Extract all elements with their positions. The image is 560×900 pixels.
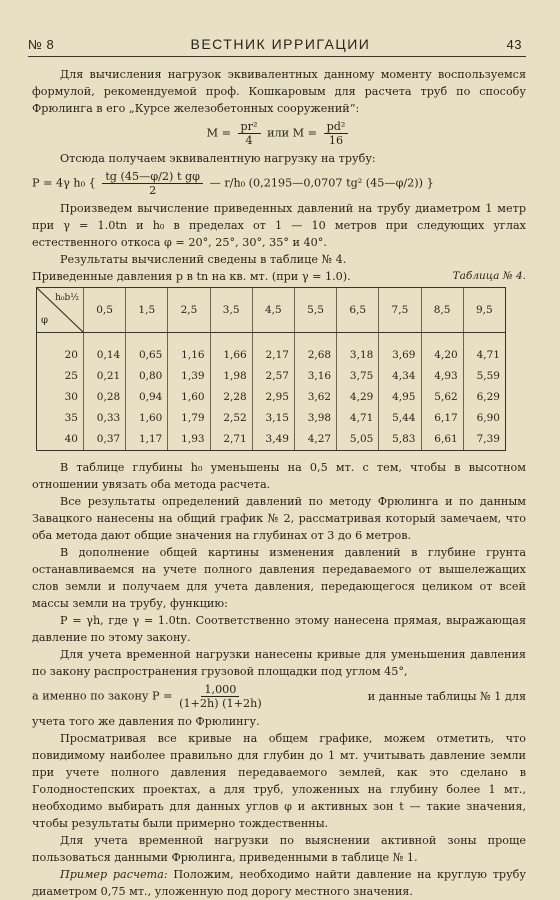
paragraph-7: В дополнение общей картины изменения давлений в глубине грунта останавливаемся на учете полного давления передаваемого от вышележащих слов земли и получаем для учета давления, передающегося целиком от всей массы земли на трубу, функцию: [32, 546, 526, 610]
table-cell: 4,34 [379, 366, 421, 387]
table-cell: 0,33 [84, 408, 126, 429]
paragraph-12: Для учета временной нагрузки по выяснении активной зоны проще пользоваться данными Фрюлинга, приведенными в таблице № 1. [32, 834, 526, 864]
row-angle-cell: 35 [37, 408, 84, 429]
table-cell: 6,61 [421, 429, 463, 451]
paragraph-10: учета того же давления по Фрюлингу. [32, 715, 260, 728]
journal-title: ВЕСТНИК ИРРИГАЦИИ [190, 36, 371, 52]
table-cell: 1,17 [126, 429, 168, 451]
table-corner-cell: h₀b½ φ [37, 288, 84, 333]
issue-number: № 8 [28, 37, 55, 52]
table-cell: 5,05 [337, 429, 379, 451]
fraction-tg: $\frac{\text{tg (45—φ/2) t gφ}}{2}$ [102, 170, 203, 197]
table-cell: 6,29 [463, 387, 505, 408]
table-cell: 0,37 [84, 429, 126, 451]
pressure-table [36, 287, 506, 451]
table-cell: 4,71 [337, 408, 379, 429]
load-law-formula: а именно по закону P = $\frac{1,000}{(1+2h) (1+2h)}$ и данные таблицы № 1 для [32, 683, 526, 710]
table-column-header: 3,5 [210, 288, 252, 333]
table-cell: 0,94 [126, 387, 168, 408]
table-cell: 2,68 [294, 333, 336, 367]
table-caption: Приведенные давления p в tn на кв. мт. (при γ = 1.0). Таблица № 4. [32, 270, 526, 283]
table-cell: 2,71 [210, 429, 252, 451]
paragraph-3: Произведем вычисление приведенных давлений на трубу диаметром 1 метр при γ = 1.0tn и h₀ в пределах от 1 — 10 метров при следующих углах естественного откоса φ = 20°, 25°, 30°, 35° и 40°. [32, 202, 526, 249]
moment-formula: M = $\frac{\text{pr²}}{4}$ или M = $\frac{\text{pd²}}{16}$ [32, 120, 526, 147]
table-column-header: 1,5 [126, 288, 168, 333]
table-cell: 4,95 [379, 387, 421, 408]
table-cell: 0,21 [84, 366, 126, 387]
table-cell: 3,75 [337, 366, 379, 387]
header-rule [28, 56, 526, 57]
table-row [37, 429, 506, 451]
table-column-header: 7,5 [379, 288, 421, 333]
table-column-header: 9,5 [463, 288, 505, 333]
table-row [37, 387, 506, 408]
row-angle-cell: 25 [37, 366, 84, 387]
table-cell: 5,44 [379, 408, 421, 429]
paragraph-11: Просматривая все кривые на общем графике, можем отметить, что повидимому наиболее правильно для глубин до 1 мт. учитывать давление земли при учете полного давления передаваемого землей, как это сделано в Голодностепских проектах, а для труб, уложенных на глубину более 1 мт., необходимо выбирать для данных углов φ и активных зон t — такие значения, чтобы результаты были примерно тождественны. [32, 732, 526, 830]
table-cell: 2,57 [252, 366, 294, 387]
table-cell: 5,62 [421, 387, 463, 408]
table-cell: 2,95 [252, 387, 294, 408]
paragraph-1: Для вычисления нагрузок эквивалентных данному моменту воспользуемся формулой, рекомендуемой проф. Кошкаровым для расчета труб по способу Фрюлинга в его „Курсе железобетонных сооружений“: [32, 68, 526, 115]
article-body [32, 66, 526, 900]
paragraph-9: Для учета временной нагрузки нанесены кривые для уменьшения давления по закону распространения грузовой площадки под углом 45°, [32, 648, 526, 678]
table-cell: 1,66 [210, 333, 252, 367]
table-cell: 0,65 [126, 333, 168, 367]
table-cell: 4,29 [337, 387, 379, 408]
table-cell: 0,28 [84, 387, 126, 408]
table-cell: 1,16 [168, 333, 210, 367]
row-angle-cell: 20 [37, 333, 84, 367]
paragraph-5: В таблице глубины h₀ уменьшены на 0,5 мт. с тем, чтобы в высотном отношении увязать оба метода расчета. [32, 461, 526, 491]
table-label: Таблица № 4. [452, 270, 526, 282]
table-cell: 0,14 [84, 333, 126, 367]
paragraph-2: Отсюда получаем эквивалентную нагрузку на трубу: [60, 152, 376, 165]
table-cell: 4,20 [421, 333, 463, 367]
table-cell: 3,18 [337, 333, 379, 367]
table-cell: 2,52 [210, 408, 252, 429]
table-cell: 3,15 [252, 408, 294, 429]
table-cell: 2,28 [210, 387, 252, 408]
table-cell: 1,60 [168, 387, 210, 408]
table-cell: 7,39 [463, 429, 505, 451]
table-cell: 1,93 [168, 429, 210, 451]
running-header [28, 36, 522, 52]
table-header-row [37, 288, 506, 333]
paragraph-8: P = γh, где γ = 1.0tn. Соответственно этому нанесена прямая, выражающая давление по этому закону. [32, 614, 526, 644]
paragraph-6: Все результаты определений давлений по методу Фрюлинга и по данным Завацкого нанесены на общий график № 2, рассматривая который замечаем, что оба метода дают общие значения на глубинах от 3 до 6 метров. [32, 495, 526, 542]
table-cell: 4,93 [421, 366, 463, 387]
table-cell: 1,60 [126, 408, 168, 429]
table-cell: 3,16 [294, 366, 336, 387]
table-column-header: 8,5 [421, 288, 463, 333]
table-row [37, 408, 506, 429]
paragraph-13: Пример расчета: Положим, необходимо найти давление на круглую трубу диаметром 0,75 мт., уложенную под дорогу местного значения. [32, 868, 526, 898]
table-cell: 5,59 [463, 366, 505, 387]
table-cell: 2,17 [252, 333, 294, 367]
table-cell: 3,49 [252, 429, 294, 451]
table-column-header: 0,5 [84, 288, 126, 333]
paragraph-4: Результаты вычислений сведены в таблице № 4. [60, 253, 347, 266]
row-angle-cell: 30 [37, 387, 84, 408]
table-row [37, 366, 506, 387]
table-cell: 1,79 [168, 408, 210, 429]
table-column-header: 4,5 [252, 288, 294, 333]
example-label: Пример расчета: [60, 868, 168, 881]
table-cell: 6,17 [421, 408, 463, 429]
fraction-law: $\frac{1,000}{(1+2h) (1+2h)}$ [179, 683, 262, 710]
table-cell: 3,69 [379, 333, 421, 367]
page-number: 43 [506, 37, 522, 52]
table-cell: 4,27 [294, 429, 336, 451]
table-cell: 3,98 [294, 408, 336, 429]
table-column-header: 5,5 [294, 288, 336, 333]
table-cell: 0,80 [126, 366, 168, 387]
table-cell: 3,62 [294, 387, 336, 408]
table-row [37, 333, 506, 367]
table-cell: 4,71 [463, 333, 505, 367]
table-cell: 5,83 [379, 429, 421, 451]
table-column-header: 2,5 [168, 288, 210, 333]
table-cell: 1,98 [210, 366, 252, 387]
fraction-pd: $\frac{\text{pd²}}{16}$ [324, 120, 349, 147]
table-column-header: 6,5 [337, 288, 379, 333]
fraction-pr: $\frac{\text{pr²}}{4}$ [238, 120, 261, 147]
table-cell: 1,39 [168, 366, 210, 387]
row-angle-cell: 40 [37, 429, 84, 451]
load-formula: P = 4γ h₀ { $\frac{\text{tg (45—φ/2) t gφ}}{2}$ — r/h₀ (0,2195—0,0707 tg² (45—φ/2)) } [32, 170, 434, 197]
table-cell: 6,90 [463, 408, 505, 429]
